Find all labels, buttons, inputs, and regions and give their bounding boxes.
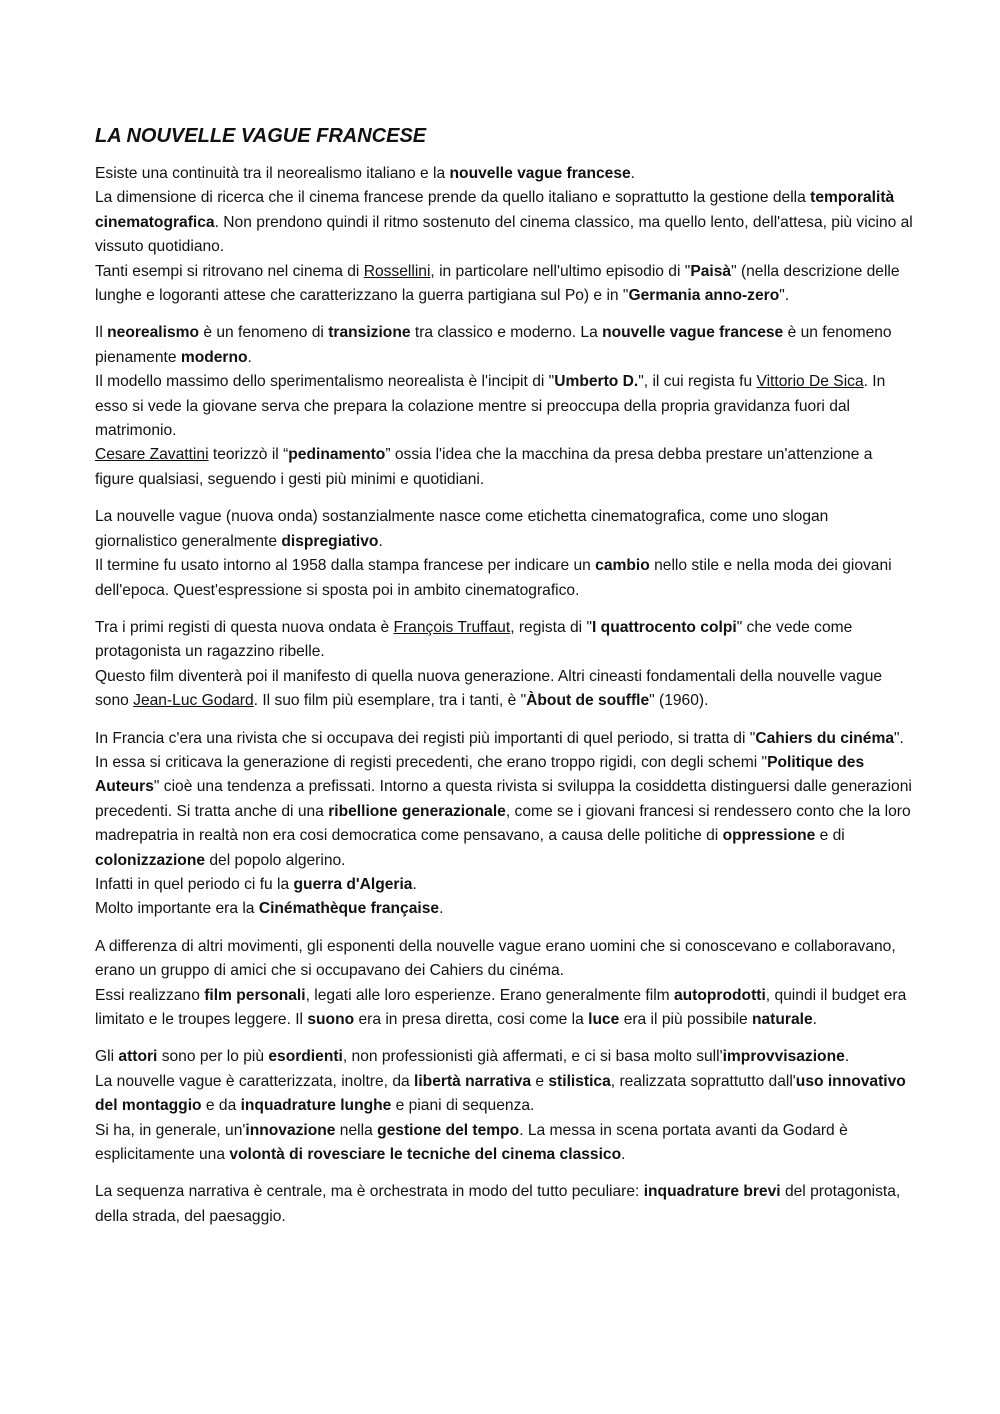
- document-page: [95, 118, 915, 1242]
- text-run: del popolo algerino.: [205, 851, 346, 869]
- underlined-name: Vittorio De Sica: [756, 373, 864, 391]
- text-run: A differenza di altri movimenti, gli esponenti della nouvelle vague erano uomini che si conoscevano e collaboravano, erano un gruppo di amici che si occupavano dei Cahiers du cinéma.: [95, 937, 896, 980]
- text-run: , realizzata soprattutto dall': [610, 1072, 796, 1090]
- text-run: .: [378, 532, 383, 550]
- text-line: [95, 189, 913, 255]
- paragraph: [95, 616, 915, 714]
- text-run: La nouvelle vague è caratterizzata, inoltre, da: [95, 1072, 415, 1090]
- bold-text: inquadrature brevi: [643, 1183, 781, 1201]
- text-run: .: [844, 1048, 850, 1066]
- bold-text: guerra d'Algeria: [293, 875, 413, 893]
- text-run: , come se i giovani francesi si rendessero conto che la loro madrepatria in realtà non era cosi democratica come pensavano, a causa delle politiche di: [95, 802, 911, 845]
- bold-text: cambio: [595, 557, 650, 575]
- text-line: [95, 1122, 848, 1163]
- text-line: [95, 754, 912, 869]
- bold-text: Paisà: [690, 262, 732, 280]
- paragraph: [95, 505, 915, 603]
- underlined-name: Jean-Luc Godard: [133, 692, 254, 710]
- text-line: [95, 938, 896, 979]
- text-run: , quindi il budget era limitato e le troupes leggere. Il: [95, 986, 907, 1028]
- paragraph: [95, 321, 915, 492]
- text-run: Gli: [95, 1048, 119, 1066]
- text-run: .: [247, 348, 252, 366]
- text-line: [95, 900, 443, 917]
- text-run: Questo film diventerà poi il manifesto di quella nuova generazione. Altri cineasti fondamentali della nouvelle vague sono: [95, 667, 883, 710]
- text-run: . Il suo film più esemplare, tra i tanti, è ": [253, 692, 527, 710]
- text-run: Il termine fu usato intorno al 1958 dalla stampa francese per indicare un: [95, 557, 596, 575]
- text-line: [95, 165, 635, 182]
- text-run: ” ossia l'idea che la macchina da presa debba prestare un'attenzione a figure qualsiasi, seguendo i gesti più minimi e quotidiani.: [95, 446, 873, 488]
- bold-text: film personali: [204, 986, 306, 1004]
- text-run: " (1960).: [649, 692, 709, 710]
- bold-text: stilistica: [548, 1072, 611, 1090]
- bold-text: attori: [118, 1048, 158, 1066]
- text-run: , regista di ": [510, 618, 592, 636]
- bold-text: improvvisazione: [722, 1048, 845, 1066]
- text-run: tra classico e moderno. La: [410, 324, 603, 342]
- underlined-name: François Truffaut: [393, 618, 511, 636]
- paragraph: [95, 727, 915, 922]
- text-run: In essa si criticava la generazione di registi precedenti, che erano troppo rigidi, con degli schemi ": [95, 753, 768, 771]
- text-line: [95, 508, 828, 549]
- bold-text: autoprodotti: [673, 986, 766, 1004]
- text-run: e piani di sequenza.: [391, 1097, 535, 1115]
- bold-text: oppressione: [722, 827, 816, 845]
- bold-text: Umberto D.: [554, 373, 639, 391]
- bold-text: Cinémathèque française: [258, 900, 440, 918]
- text-run: Infatti in quel periodo ci fu la: [95, 875, 294, 893]
- bold-text: colonizzazione: [95, 851, 206, 869]
- text-run: Il modello massimo dello sperimentalismo neorealista è l'incipit di ": [95, 373, 555, 391]
- bold-text: esordienti: [268, 1048, 343, 1066]
- text-run: ", il cui regista fu: [638, 373, 757, 391]
- text-line: [95, 557, 892, 598]
- text-run: , in particolare nell'ultimo episodio di ": [430, 262, 691, 280]
- text-line: [95, 876, 417, 893]
- text-run: .: [812, 1011, 817, 1028]
- text-line: [95, 373, 885, 439]
- bold-text: gestione del tempo: [377, 1121, 520, 1139]
- text-run: , legati alle loro esperienze. Erano generalmente film: [305, 986, 674, 1004]
- text-line: [95, 730, 904, 747]
- paragraph: [95, 162, 915, 308]
- text-run: Molto importante era la: [95, 900, 259, 918]
- text-line: [95, 1073, 906, 1114]
- text-run: nello stile e nella moda dei giovani dell'epoca. Quest'espressione si sposta poi in ambito cinematografico.: [95, 557, 892, 599]
- bold-text: temporalità cinematografica: [95, 189, 895, 231]
- bold-text: Àbout de souffle: [526, 692, 650, 710]
- text-run: Tanti esempi si ritrovano nel cinema di: [95, 262, 364, 280]
- text-line: [95, 263, 900, 304]
- bold-text: uso innovativo del montaggio: [95, 1072, 906, 1115]
- text-run: La dimensione di ricerca che il cinema francese prende da quello italiano e soprattutto la gestione della: [95, 189, 811, 207]
- text-run: è un fenomeno di: [199, 324, 329, 342]
- bold-text: I quattrocento colpi: [592, 618, 737, 636]
- text-run: . La messa in scena portata avanti da Godard è esplicitamente una: [95, 1121, 848, 1164]
- text-run: , non professionisti già affermati, e ci si basa molto sull': [342, 1048, 723, 1066]
- bold-text: pedinamento: [288, 446, 386, 464]
- paragraph: [95, 935, 915, 1033]
- text-run: e di: [815, 827, 845, 845]
- text-run: .: [621, 1146, 626, 1164]
- bold-text: moderno: [180, 348, 248, 366]
- text-line: [95, 1048, 849, 1065]
- text-run: Si ha, in generale, un': [95, 1121, 246, 1139]
- text-run: .: [412, 875, 417, 893]
- bold-text: naturale: [751, 1011, 813, 1028]
- bold-text: dispregiativo: [281, 532, 379, 550]
- text-run: .: [630, 165, 636, 182]
- document-title: LA NOUVELLE VAGUE FRANCESE: [95, 125, 427, 147]
- text-run: . Non prendono quindi il ritmo sostenuto del cinema classico, ma quello lento, dell'attesa, più vicino al vissuto quotidiano.: [95, 213, 913, 256]
- bold-text: volontà di rovesciare le tecniche del cinema classico: [229, 1146, 622, 1164]
- bold-text: neorealismo: [107, 324, 200, 342]
- text-run: nella: [335, 1121, 378, 1139]
- text-run: ".: [779, 287, 790, 305]
- text-run: " che vede come protagonista un ragazzino ribelle.: [95, 618, 853, 661]
- text-line: [95, 668, 882, 709]
- text-line: [95, 1183, 900, 1224]
- underlined-name: Cesare Zavattini: [95, 446, 209, 464]
- text-run: Essi realizzano: [95, 986, 205, 1004]
- bold-text: innovazione: [245, 1121, 336, 1139]
- text-run: e da: [201, 1097, 241, 1115]
- text-run: sono per lo più: [157, 1048, 269, 1066]
- document-body: [95, 162, 915, 1229]
- text-run: " (nella descrizione delle lunghe e logoranti attese che caratterizzano la guerra partigiana sul Po) e in ": [95, 262, 900, 305]
- text-run: " cioè una tendenza a prefissati. Intorno a questa rivista si sviluppa la cosiddetta distinguersi dalle generazioni precedenti. Si tratta anche di una: [95, 778, 912, 820]
- bold-text: Politique des Auteurs: [95, 753, 865, 796]
- text-line: [95, 987, 906, 1028]
- text-run: del protagonista, della strada, del paesaggio.: [95, 1183, 901, 1225]
- bold-text: suono: [307, 1011, 355, 1028]
- bold-text: nouvelle vague francese: [449, 165, 631, 182]
- text-line: [95, 619, 852, 660]
- text-run: . In esso si vede la giovane serva che prepara la colazione mentre si preoccupa della propria gravidanza fuori dal matrimonio.: [95, 373, 886, 440]
- underlined-name: Rossellini: [363, 262, 431, 280]
- text-run: La nouvelle vague (nuova onda) sostanzialmente nasce come etichetta cinematografica, come uno slogan giornalistico generalmente: [95, 508, 829, 550]
- bold-text: libertà narrativa: [414, 1072, 532, 1090]
- paragraph: [95, 1045, 915, 1167]
- text-run: era in presa diretta, cosi come la: [354, 1011, 589, 1028]
- text-line: [95, 446, 872, 487]
- bold-text: luce: [588, 1011, 620, 1028]
- bold-text: Cahiers du cinéma: [755, 729, 894, 747]
- text-run: .: [439, 900, 444, 918]
- text-run: Tra i primi registi di questa nuova ondata è: [95, 618, 394, 636]
- text-run: ".: [894, 729, 904, 747]
- bold-text: inquadrature lunghe: [240, 1097, 392, 1115]
- bold-text: transizione: [328, 324, 411, 342]
- bold-text: ribellione generazionale: [328, 802, 506, 820]
- text-run: era il più possibile: [619, 1011, 752, 1028]
- text-run: In Francia c'era una rivista che si occupava dei registi più importanti di quel periodo, si tratta di ": [95, 729, 756, 747]
- bold-text: nouvelle vague francese: [602, 324, 784, 342]
- text-run: e: [531, 1072, 549, 1090]
- text-run: è un fenomeno pienamente: [95, 324, 892, 366]
- bold-text: Germania anno-zero: [628, 287, 780, 305]
- text-run: La sequenza narrativa è centrale, ma è orchestrata in modo del tutto peculiare:: [95, 1183, 644, 1201]
- paragraph: [95, 1180, 915, 1229]
- text-line: [95, 324, 892, 365]
- text-run: teorizzò il “: [208, 446, 289, 464]
- text-run: Esiste una continuità tra il neorealismo italiano e la: [95, 165, 450, 182]
- text-run: Il: [95, 324, 108, 342]
